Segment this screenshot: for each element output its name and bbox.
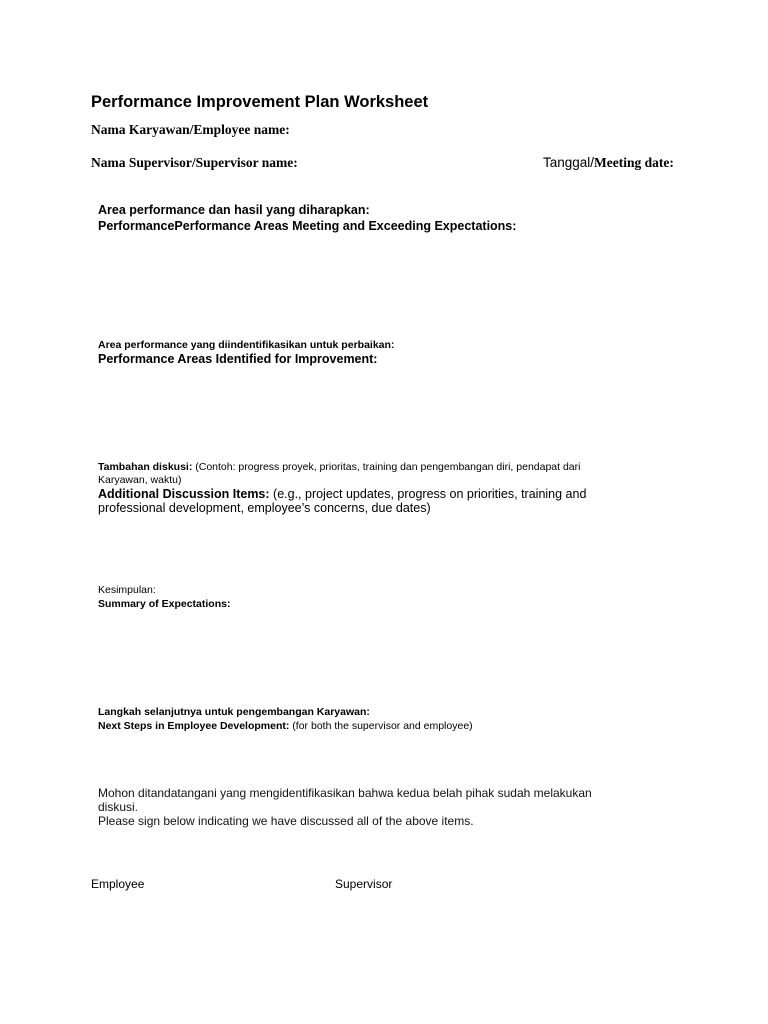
discussion-heading-en: Additional Discussion Items: xyxy=(98,487,270,501)
discussion-en-line2: professional development, employee’s concerns, due dates) xyxy=(98,501,431,515)
improvement-heading-id: Area performance yang diindentifikasikan untuk perbaikan: xyxy=(98,339,395,351)
discussion-detail-en: (e.g., project updates, progress on priorities, training and xyxy=(269,487,587,501)
supervisor-name-label: Nama Supervisor/Supervisor name: xyxy=(91,155,298,170)
meeting-date-label-en: Meeting date: xyxy=(594,155,674,170)
discussion-id-line2: Karyawan, waktu) xyxy=(98,474,182,486)
signature-note-id-line1: Mohon ditandatangani yang mengidentifikasikan bahwa kedua belah pihak sudah melakukan xyxy=(98,786,592,800)
discussion-id-line1 xyxy=(98,461,586,474)
signature-note-id-line2: diskusi. xyxy=(98,800,139,814)
section-discussion xyxy=(98,461,586,515)
page-title: Performance Improvement Plan Worksheet xyxy=(91,93,429,111)
meeting-expectations-heading-id: Area performance dan hasil yang diharapkan: xyxy=(98,203,370,217)
meeting-date-label xyxy=(543,155,674,171)
meeting-date-label-id: Tanggal/ xyxy=(543,155,595,170)
section-meeting-expectations xyxy=(98,202,516,234)
improvement-heading-en: Performance Areas Identified for Improvement: xyxy=(98,352,378,366)
next-steps-heading-id: Langkah selanjutnya untuk pengembangan Karyawan: xyxy=(98,706,370,718)
employee-signature-label: Employee xyxy=(91,877,145,891)
discussion-heading-id: Tambahan diskusi: xyxy=(98,461,193,473)
summary-heading-en: Summary of Expectations: xyxy=(98,598,231,610)
signature-note-en-line: Please sign below indicating we have discussed all of the above items. xyxy=(98,814,474,828)
section-signature-note xyxy=(98,786,592,828)
discussion-en-line1 xyxy=(98,487,586,501)
meeting-expectations-heading-en: PerformancePerformance Areas Meeting and Exceeding Expectations: xyxy=(98,219,517,233)
section-summary xyxy=(98,583,230,611)
next-steps-detail-en: (for both the supervisor and employee) xyxy=(289,720,473,732)
section-improvement xyxy=(98,339,394,367)
discussion-detail-id: (Contoh: progress proyek, prioritas, training dan pengembangan diri, pendapat dari xyxy=(192,461,581,473)
summary-heading-id: Kesimpulan: xyxy=(98,584,156,596)
employee-name-label: Nama Karyawan/Employee name: xyxy=(91,122,290,137)
next-steps-en-line xyxy=(98,719,473,733)
supervisor-signature-label: Supervisor xyxy=(335,877,393,891)
next-steps-heading-en: Next Steps in Employee Development: xyxy=(98,720,290,732)
section-next-steps xyxy=(98,705,473,733)
